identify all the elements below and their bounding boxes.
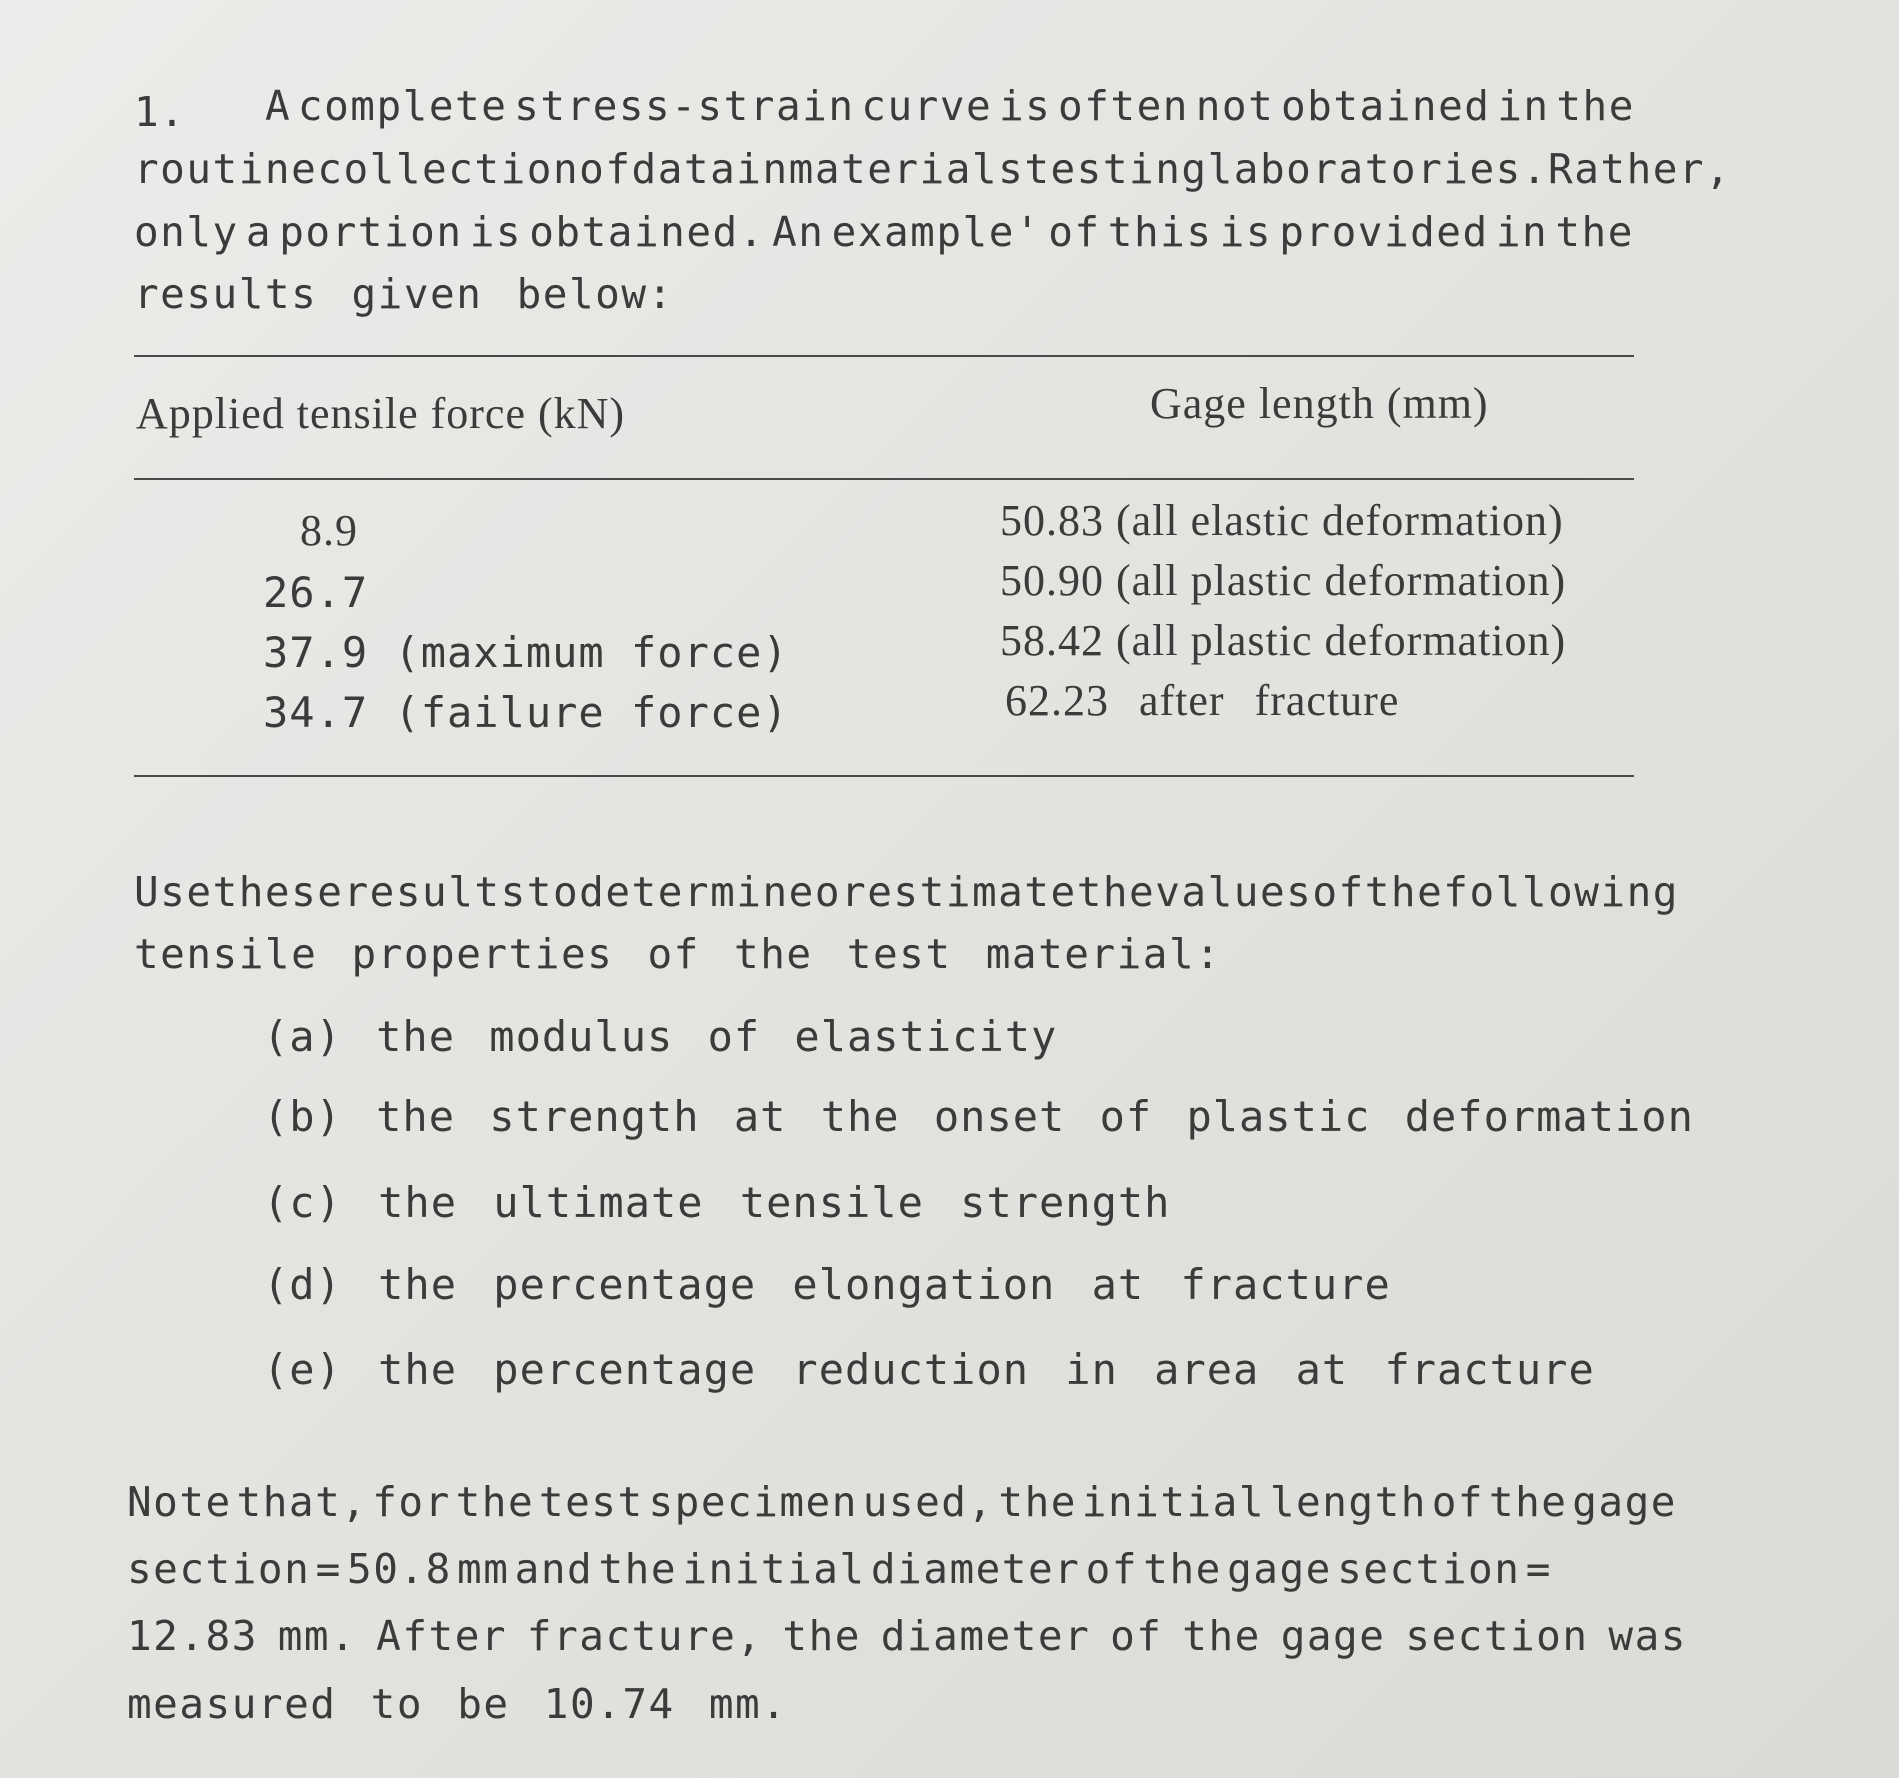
header-gage-length: Gage length (mm) [1150, 379, 1489, 428]
item-e: (e) the percentage reduction in area at fracture [263, 1345, 1595, 1394]
row-1-force: 8.9 [300, 506, 358, 555]
table-bottom-rule [134, 775, 1634, 777]
item-c: (c) the ultimate tensile strength [263, 1178, 1171, 1227]
header-applied-force: Applied tensile force (kN) [136, 389, 626, 438]
row-3-force: 37.9 (maximum force) [263, 628, 789, 677]
note-line-2: section = 50.8 mm and the initial diameter of the gage section = [127, 1545, 1552, 1593]
instructions-line-2: tensile properties of the test material: [134, 930, 1222, 978]
item-d: (d) the percentage elongation at fracture [263, 1260, 1391, 1309]
row-1-gage: 50.83 (all elastic deformation) [1000, 496, 1564, 545]
intro-line-4: results given below: [134, 270, 674, 318]
instructions-line-1: Use these results to determine or estimate the values of the following [134, 868, 1679, 916]
item-a: (a) the modulus of elasticity [263, 1012, 1058, 1061]
intro-line-1: A complete stress-strain curve is often not obtained in the [265, 82, 1635, 130]
note-line-3: 12.83 mm. After fracture, the diameter of the gage section was [127, 1612, 1687, 1660]
problem-number: 1. [134, 88, 186, 136]
row-4-force: 34.7 (failure force) [263, 688, 789, 737]
note-line-4: measured to be 10.74 mm. [127, 1680, 788, 1728]
item-b: (b) the strength at the onset of plastic deformation [263, 1092, 1694, 1141]
row-2-force: 26.7 [263, 568, 369, 617]
row-3-gage: 58.42 (all plastic deformation) [1000, 616, 1567, 665]
table-header-rule [134, 478, 1634, 480]
table-top-rule [134, 355, 1634, 357]
note-line-1: Note that, for the test specimen used, the initial length of the gage [127, 1478, 1677, 1526]
row-4-gage: 62.23 after fracture [1005, 676, 1400, 725]
intro-line-3: only a portion is obtained. An example' of this is provided in the [134, 208, 1634, 256]
row-2-gage: 50.90 (all plastic deformation) [1000, 556, 1567, 605]
intro-line-2: routine collection of data in materials testing laboratories. Rather, [134, 145, 1732, 193]
